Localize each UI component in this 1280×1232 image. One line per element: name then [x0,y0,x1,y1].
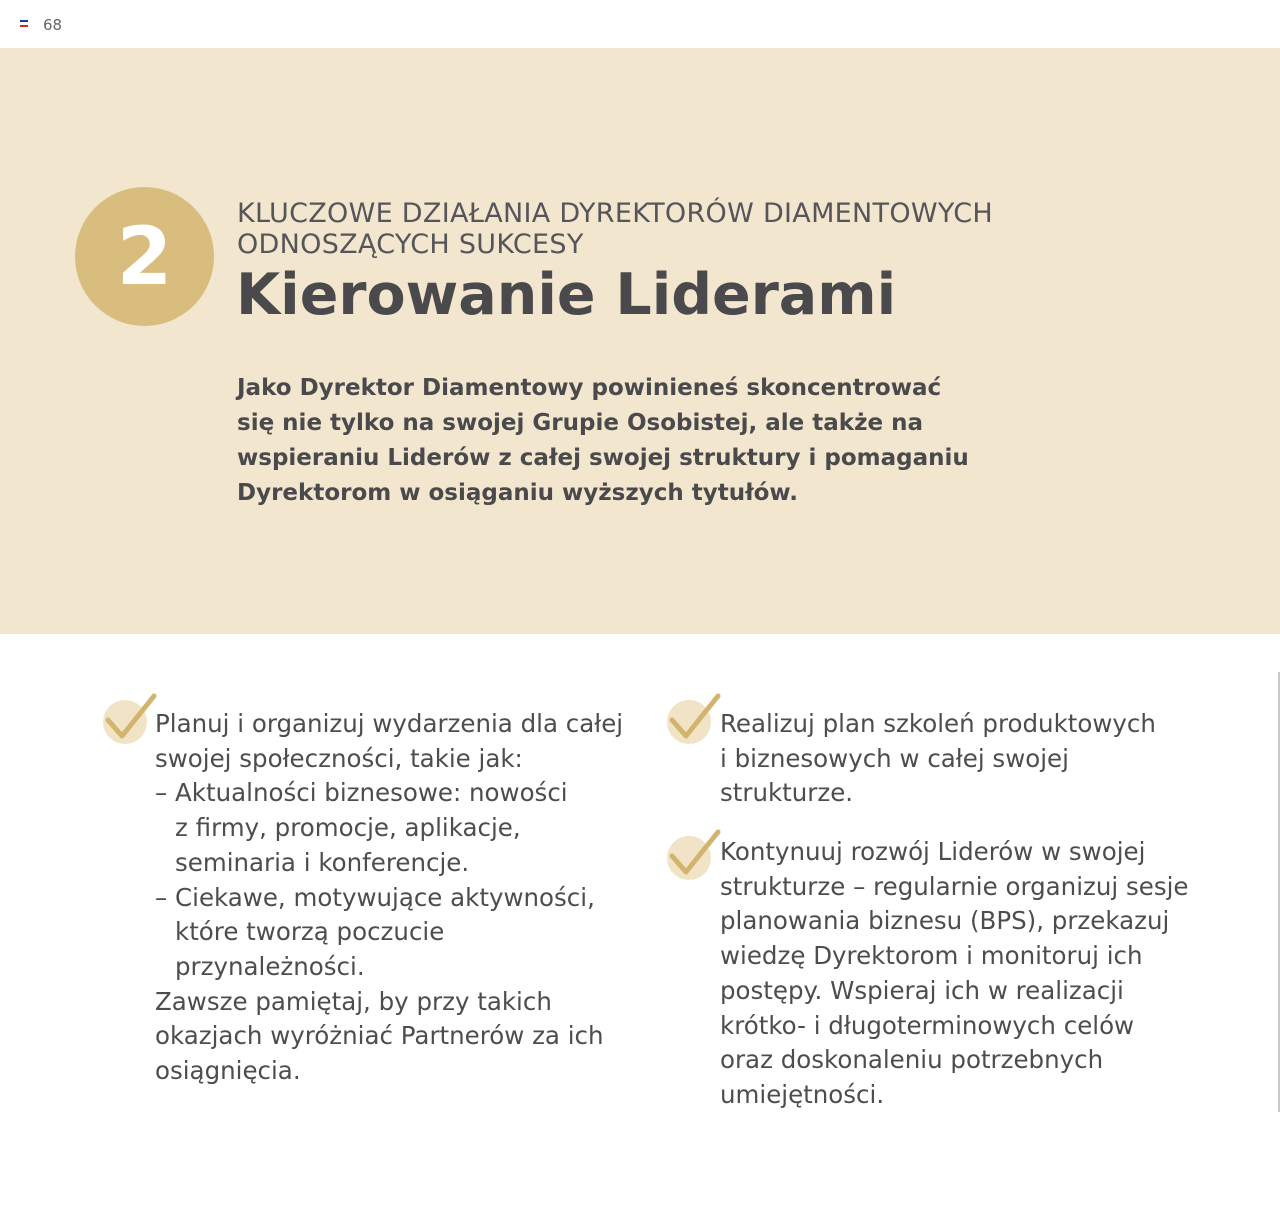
list-item-line: Planuj i organizuj wydarzenia dla całej [155,709,624,738]
intro-line: się nie tylko na swojej Grupie Osobistej, ale także na [237,410,923,436]
right-item-2 [720,835,1260,1113]
list-item-line: Zawsze pamiętaj, by przy takich [155,986,552,1016]
list-item-line: okazjach wyróżniać Partnerów za ich [155,1021,604,1051]
intro-line: Dyrektorom w osiąganiu wyższych tytułów. [237,480,798,506]
list-item-line: krótko- i długoterminowych celów [720,1010,1135,1040]
list-item-line: i biznesowych w całej swojej [720,743,1069,773]
list-item-line: – Aktualności biznesowe: nowości [155,778,568,808]
list-item-line: planowania biznesu (BPS), przekazuj [720,906,1170,936]
page-number: 68 [43,16,63,34]
list-item-line: umiejętności. [720,1079,885,1109]
list-item-line: Kontynuuj rozwój Liderów w swojej [720,837,1146,866]
list-item-line: wiedzę Dyrektorom i monitoruj ich [720,941,1143,971]
section-number-badge: 2 [75,187,214,326]
checkmark-icon [664,828,724,884]
list-item-line: z firmy, promocje, aplikacje, [175,813,521,843]
list-item-line: seminaria i konferencje. [175,847,470,877]
right-item-1 [720,707,1240,811]
list-item-line: strukturze – regularnie organizuj sesje [720,871,1189,901]
checkmark-icon [664,692,724,748]
section-kicker [237,198,1097,260]
left-column-text [155,707,645,1089]
list-item-line: strukturze. [720,778,854,808]
kicker-line: KLUCZOWE DZIAŁANIA DYREKTORÓW DIAMENTOWYCH [237,198,993,229]
intro-line: wspieraniu Liderów z całej swojej struktury i pomaganiu [237,445,969,471]
list-item-line: przynależności. [175,951,365,981]
intro-line: Jako Dyrektor Diamentowy powinieneś skoncentrować [237,375,942,401]
intro-paragraph [237,371,969,511]
list-item-line: które tworzą poczucie [175,917,445,947]
page-title: Kierowanie Liderami [236,262,897,328]
list-item-line: Realizuj plan szkoleń produktowych [720,709,1156,738]
list-item-line: postępy. Wspieraj ich w realizacji [720,975,1124,1005]
list-item-line: – Ciekawe, motywujące aktywności, [155,882,595,912]
list-item-line: swojej społeczności, takie jak: [155,743,523,773]
hero-section [0,48,1280,634]
flag-icon [20,20,28,27]
checkmark-icon [100,692,160,748]
list-item-line: osiągnięcia. [155,1056,301,1086]
list-item-line: oraz doskonaleniu potrzebnych [720,1045,1104,1075]
top-bar [0,0,1280,48]
kicker-line: ODNOSZĄCYCH SUKCESY [237,229,584,260]
